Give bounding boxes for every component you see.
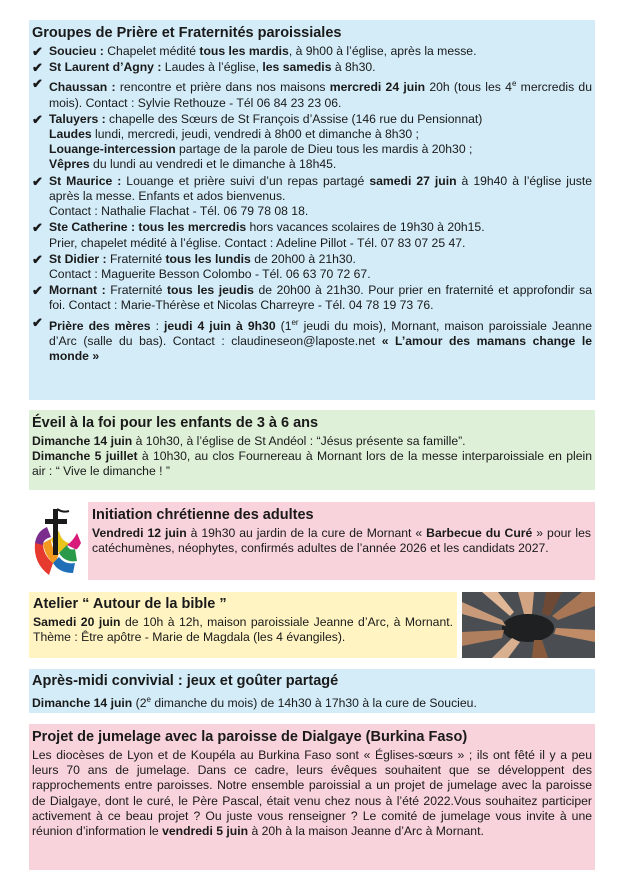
checkmark-icon: ✔ [32, 60, 43, 76]
list-item-chaussan: ✔ Chaussan : rencontre et prière dans nos maisons mercredi 24 juin 20h (tous les 4e mercredis du mois). Contact : Sylvie Rethouze - Tél 06 84 23 23 06. [32, 76, 592, 110]
jumelage-section [29, 724, 595, 870]
prayer-groups-title: Groupes de Prière et Fraternités paroissiales [32, 25, 342, 41]
initiation-section [88, 502, 595, 580]
initiation-logo-icon [29, 503, 83, 579]
prayer-groups-section [29, 20, 595, 400]
checkmark-icon: ✔ [32, 283, 43, 299]
atelier-title: Atelier “ Autour de la bible ” [33, 596, 227, 612]
jumelage-title: Projet de jumelage avec la paroisse de Dialgaye (Burkina Faso) [32, 729, 468, 745]
list-item-st-maurice: ✔ St Maurice : Louange et prière suivi d’un repas partagé samedi 27 juin à 19h40 à l’église juste après la messe. Enfants et ados bienvenus. Contact : Nathalie Flachat - Tél. 06 79 78 08 18. [32, 173, 592, 219]
eveil-line-2: Dimanche 5 juillet à 10h30, au clos Fournereau à Mornant lors de la messe interparoissiale en plein air : “ Vive le dimanche ! ” [32, 449, 592, 479]
hands-circle-photo [462, 592, 595, 658]
convivial-text: Dimanche 14 juin (2e dimanche du mois) de 14h30 à 17h30 à la cure de Soucieu. [32, 695, 477, 711]
eveil-foi-title: Éveil à la foi pour les enfants de 3 à 6 ans [32, 415, 319, 431]
atelier-bible-section [29, 592, 457, 658]
list-item-st-laurent: ✔ St Laurent d’Agny : Laudes à l’église, les samedis à 8h30. [32, 60, 376, 76]
initiation-title: Initiation chrétienne des adultes [92, 507, 314, 523]
atelier-text: Samedi 20 juin de 10h à 12h, maison paroissiale Jeanne d’Arc, à Mornant. Thème : Être apôtre - Marie de Magdala (les 4 évangiles). [33, 615, 453, 645]
checkmark-icon: ✔ [32, 251, 43, 267]
checkmark-icon: ✔ [32, 44, 43, 59]
checkmark-icon: ✔ [32, 111, 43, 127]
initiation-text: Vendredi 12 juin à 19h30 au jardin de la cure de Mornant « Barbecue du Curé » pour les catéchumènes, néophytes, confirmés adultes de l’année 2026 et les candidats 2027. [92, 526, 591, 556]
checkmark-icon: ✔ [32, 314, 43, 330]
list-item-st-didier: ✔ St Didier : Fraternité tous les lundis de 20h00 à 21h30. Contact : Maguerite Besson Colombo - Tél. 06 63 70 72 67. [32, 251, 371, 281]
list-item-mornant: ✔ Mornant : Fraternité tous les jeudis de 20h00 à 21h30. Pour prier en fraternité et approfondir sa foi. Contact : Marie-Thérèse et Nicolas Charreyre - Tél. 04 78 19 73 76. [32, 283, 592, 313]
list-item-soucieu: ✔ Soucieu : Chapelet médité tous les mardis, à 9h00 à l’église, après la messe. [32, 44, 477, 59]
checkmark-icon: ✔ [32, 76, 43, 92]
checkmark-icon: ✔ [32, 173, 43, 189]
convivial-title: Après-midi convivial : jeux et goûter partagé [32, 673, 339, 689]
list-item-priere-des-meres: ✔ Prière des mères : jeudi 4 juin à 9h30 (1er jeudi du mois), Mornant, maison paroissiale Jeanne d’Arc (salle du bas). Contact : claudineseon@laposte.net « L’amour des mamans change le monde » [32, 314, 592, 363]
list-item-taluyers: ✔ Taluyers : chapelle des Sœurs de St François d’Assise (146 rue du Pensionnat) Laudes lundi, mercredi, jeudi, vendredi à 8h00 et dimanche à 8h30 ; Louange-intercession partage de la parole de Dieu tous les mardis à 20h30 ; Vêpres du lundi au vendredi et le dimanche à 18h45. [32, 111, 483, 172]
checkmark-icon: ✔ [32, 220, 43, 236]
list-item-ste-catherine: ✔ Ste Catherine : tous les mercredis hors vacances scolaires de 19h30 à 20h15. Prier, chapelet médité à l’église. Contact : Adeline Pillot - Tél. 07 83 07 25 47. [32, 220, 485, 250]
eveil-foi-section [29, 410, 595, 490]
jumelage-text: Les diocèses de Lyon et de Koupéla au Burkina Faso sont « Églises-sœurs » ; ils ont fêté il y a peu leurs 70 ans de jumelage. Dans ce cadre, leurs évêques souhaitent que se développent des rapprochements entre paroisses. Notre ensemble paroissial a un projet de jumelage avec la paroisse de Dialgaye, dont le curé, le Père Pascal, était venu chez nous à l’été 2022.Vous souhaitez participer activement à ce beau projet ? Ou juste vous renseigner ? Le comité de jumelage vous invite à une réunion d’information le vendredi 5 juin à 20h à la maison Jeanne d’Arc à Mornant. [32, 748, 592, 839]
eveil-line-1: Dimanche 14 juin à 10h30, à l’église de St Andéol : “Jésus présente sa famille”. [32, 434, 466, 448]
convivial-section [29, 669, 595, 713]
